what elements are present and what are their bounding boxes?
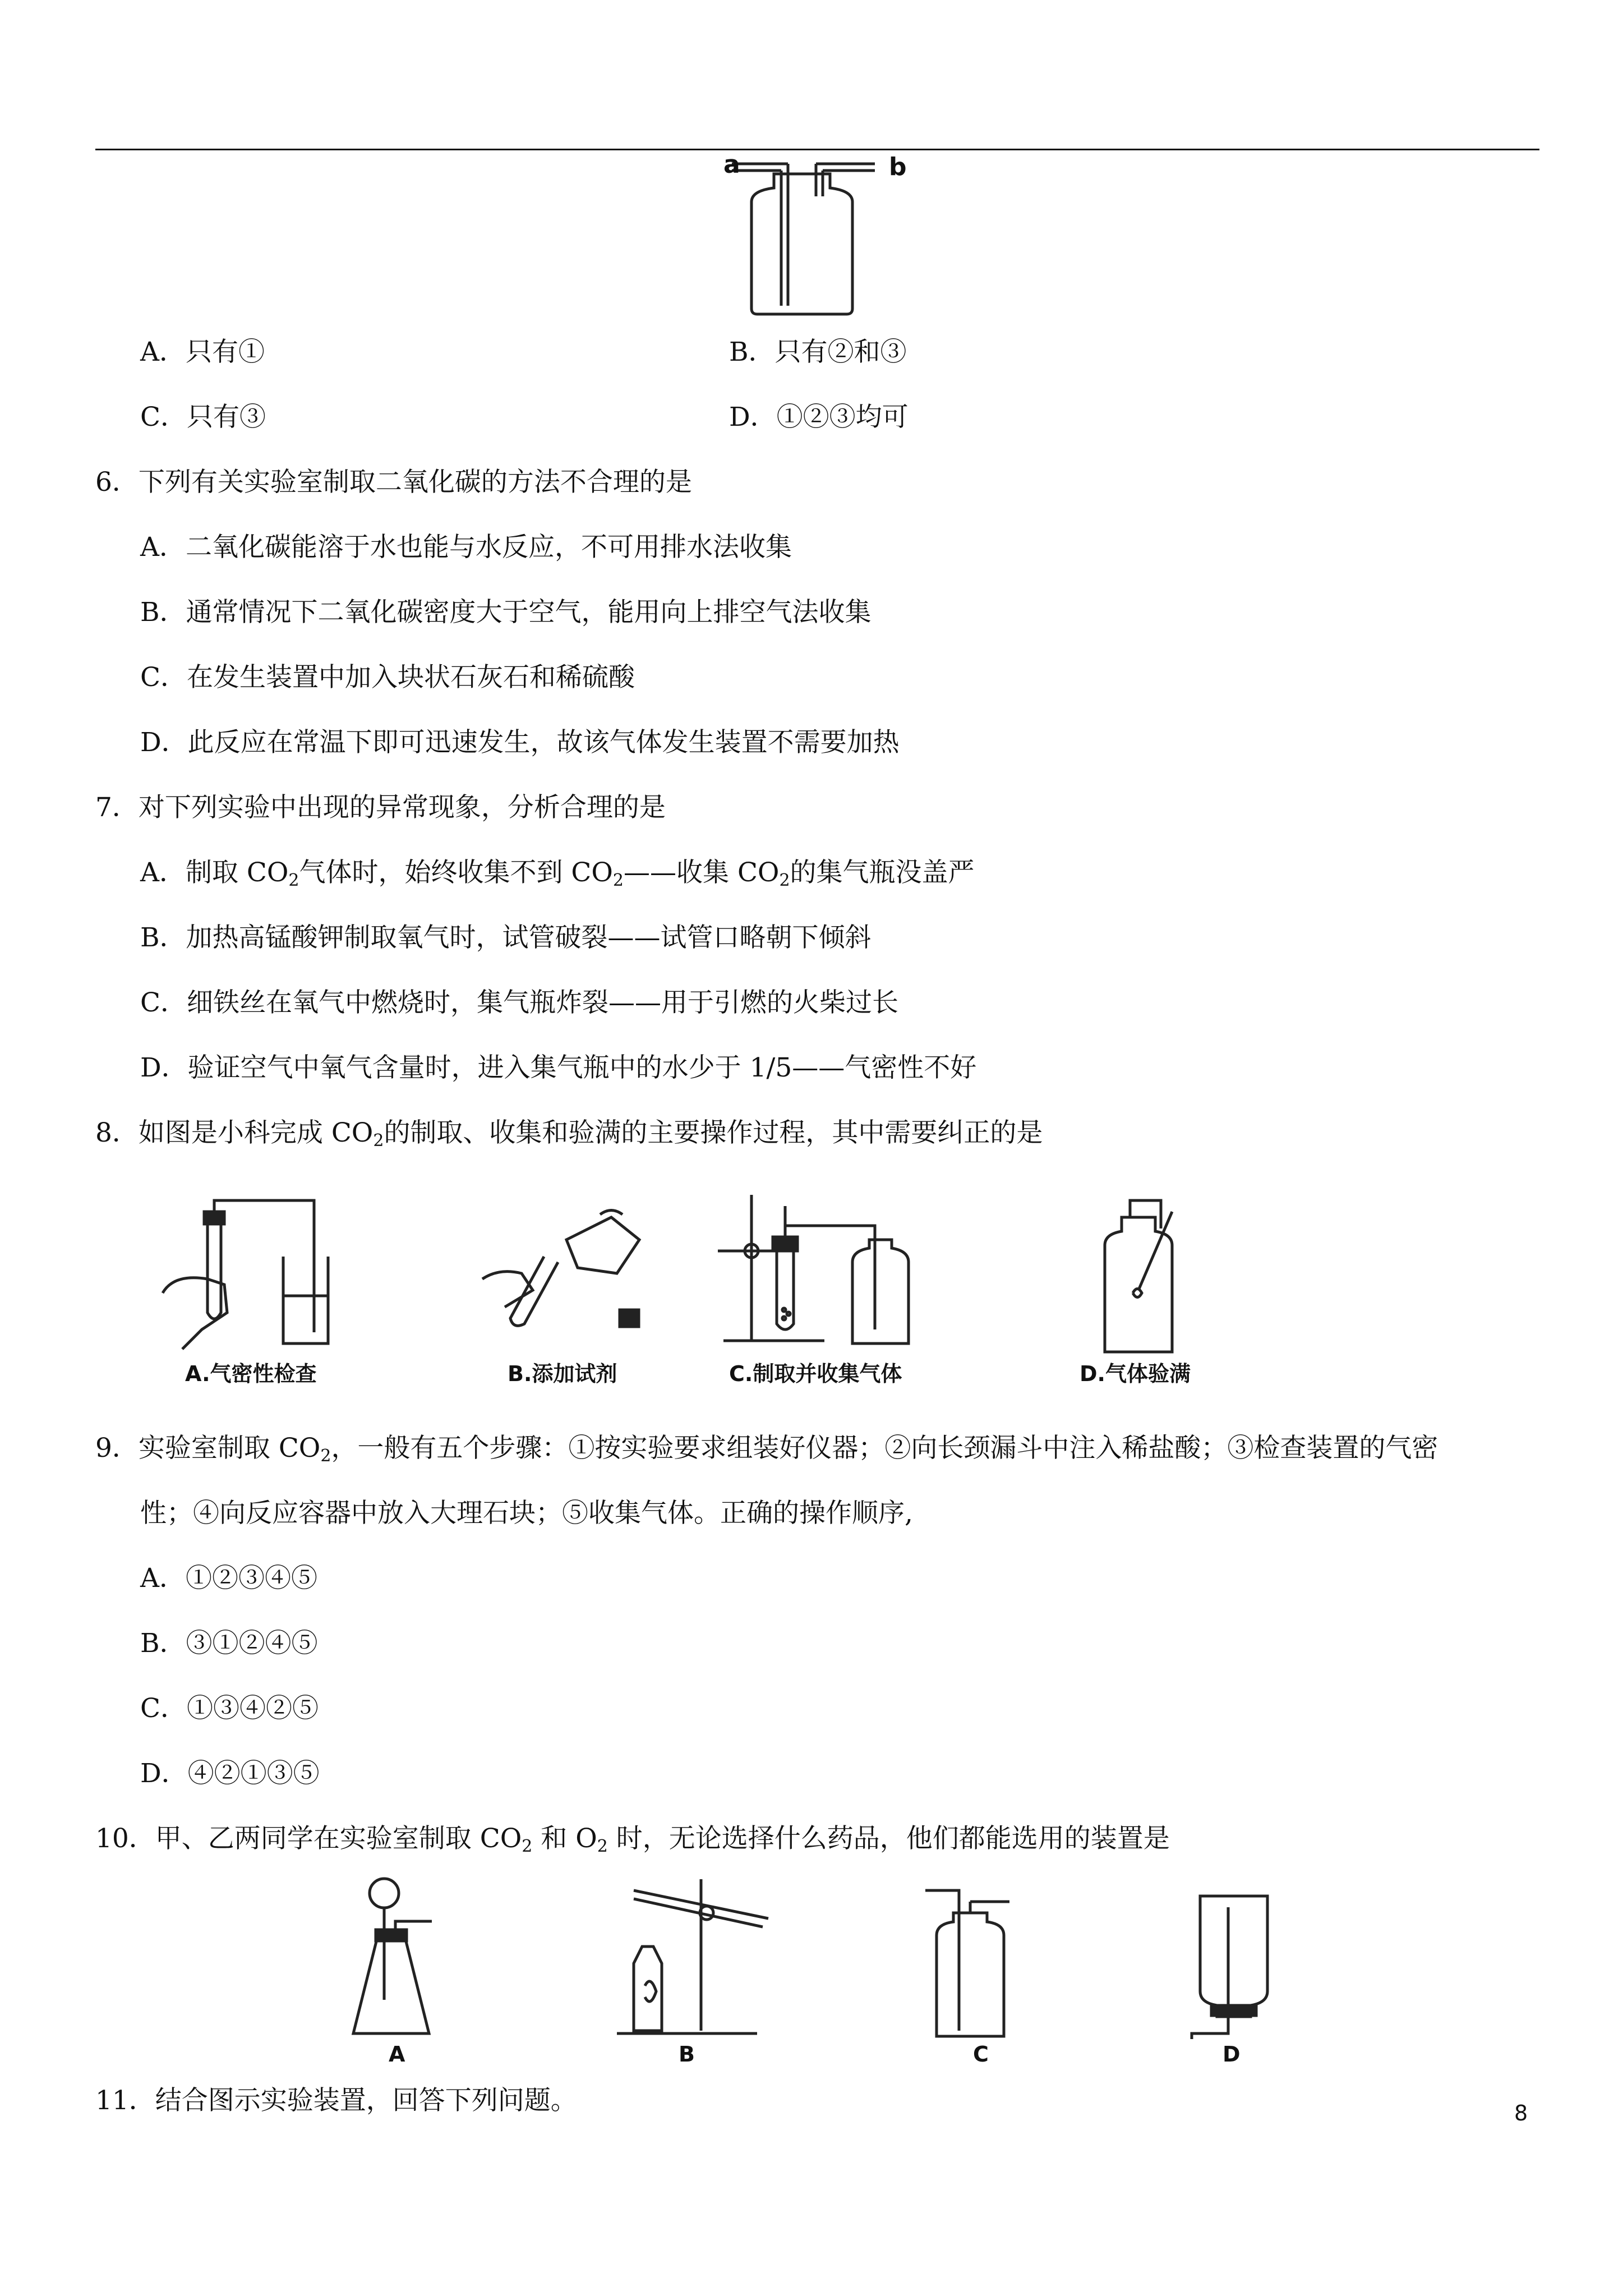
q8-stem [95,1116,1043,1150]
q7-option-a [140,856,975,890]
subscript: 2 [779,871,790,890]
q7-a-part4: 的集气瓶没盖严 [790,857,975,888]
adding-reagent-figure [471,1206,662,1352]
q9-option-a: A．①②③④⑤ [140,1563,317,1594]
q6-stem: 6．下列有关实验室制取二氧化碳的方法不合理的是 [95,467,692,498]
q9-stem-line2: 性；④向反应容器中放入大理石块；⑤收集气体。正确的操作顺序, [140,1498,913,1529]
header-rule [95,149,1539,150]
airtightness-check-figure [151,1195,331,1358]
q5-option-d: D．①②③均可 [729,402,909,432]
fig-label-b: b [889,153,907,181]
subscript: 2 [522,1837,533,1856]
gas-full-test-figure [1082,1195,1217,1358]
q9-stem-line1 [95,1432,1438,1465]
q10-stem-part3: 时，无论选择什么药品，他们都能选用的装置是 [607,1823,1170,1854]
q10-stem [95,1822,1170,1856]
q5-option-b: B．只有②和③ [729,337,907,367]
q10-fig-label-b: B [679,2042,695,2067]
page-number: 8 [1514,2101,1528,2125]
q9-option-d: D．④②①③⑤ [140,1758,320,1789]
q6-option-b: B．通常情况下二氧化碳密度大于空气，能用向上排空气法收集 [140,597,872,628]
q6-option-d: D．此反应在常温下即可迅速发生，故该气体发生装置不需要加热 [140,727,900,758]
subscript: 2 [612,871,624,890]
q10-fig-label-d: D [1223,2042,1241,2067]
q10-stem-part2: 和 O [532,1823,597,1854]
q9-option-c: C．①③④②⑤ [140,1693,319,1724]
fig-label-a: a [723,150,740,179]
q7-option-b: B．加热高锰酸钾制取氧气时，试管破裂——试管口略朝下倾斜 [140,922,872,953]
subscript: 2 [288,871,299,890]
preparation-collection-figure [712,1184,925,1358]
conical-flask-apparatus-figure [348,1876,437,2039]
q9-option-b: B．③①②④⑤ [140,1628,318,1659]
inverted-bottle-d-figure [1183,1890,1279,2042]
q5-option-c: C．只有③ [140,402,266,432]
q7-a-part3: ——收集 CO [624,857,780,888]
gas-bottle-c-figure [925,1885,1015,2042]
q8-stem-part1: 8．如图是小科完成 CO [95,1117,374,1148]
q8-stem-part2: 的制取、收集和验满的主要操作过程，其中需要纠正的是 [384,1117,1043,1148]
q9-stem-part1: 9．实验室制取 CO [95,1433,321,1464]
q7-option-d: D．验证空气中氧气含量时，进入集气瓶中的水少于 1/5——气密性不好 [140,1052,977,1083]
q10-fig-label-c: C [973,2042,989,2067]
heating-apparatus-figure [611,1874,774,2042]
subscript: 2 [373,1131,384,1151]
q8-fig-label-b: B.添加试剂 [508,1361,617,1386]
subscript: 2 [320,1446,331,1466]
q6-option-a: A．二氧化碳能溶于水也能与水反应，不可用排水法收集 [140,532,792,563]
q6-option-c: C．在发生装置中加入块状石灰石和稀硫酸 [140,662,635,693]
q5-option-a: A．只有① [140,337,265,367]
q11-stem: 11．结合图示实验装置，回答下列问题。 [95,2085,577,2116]
q7-option-c: C．细铁丝在氧气中燃烧时，集气瓶炸裂——用于引燃的火柴过长 [140,987,898,1018]
q8-fig-label-a: A.气密性检查 [185,1361,317,1386]
q7-stem: 7．对下列实验中出现的异常现象，分析合理的是 [95,792,666,823]
q8-fig-label-c: C.制取并收集气体 [729,1361,902,1386]
subscript: 2 [597,1837,608,1856]
q9-stem-part2: ，一般有五个步骤：①按实验要求组装好仪器；②向长颈漏斗中注入稀盐酸；③检查装置的气密 [331,1433,1438,1464]
q7-a-part1: A．制取 CO [140,857,289,888]
q8-fig-label-d: D.气体验满 [1080,1361,1191,1386]
q10-fig-label-a: A [389,2042,405,2067]
q7-a-part2: 气体时，始终收集不到 CO [299,857,613,888]
q10-stem-part1: 10．甲、乙两同学在实验室制取 CO [95,1823,522,1854]
